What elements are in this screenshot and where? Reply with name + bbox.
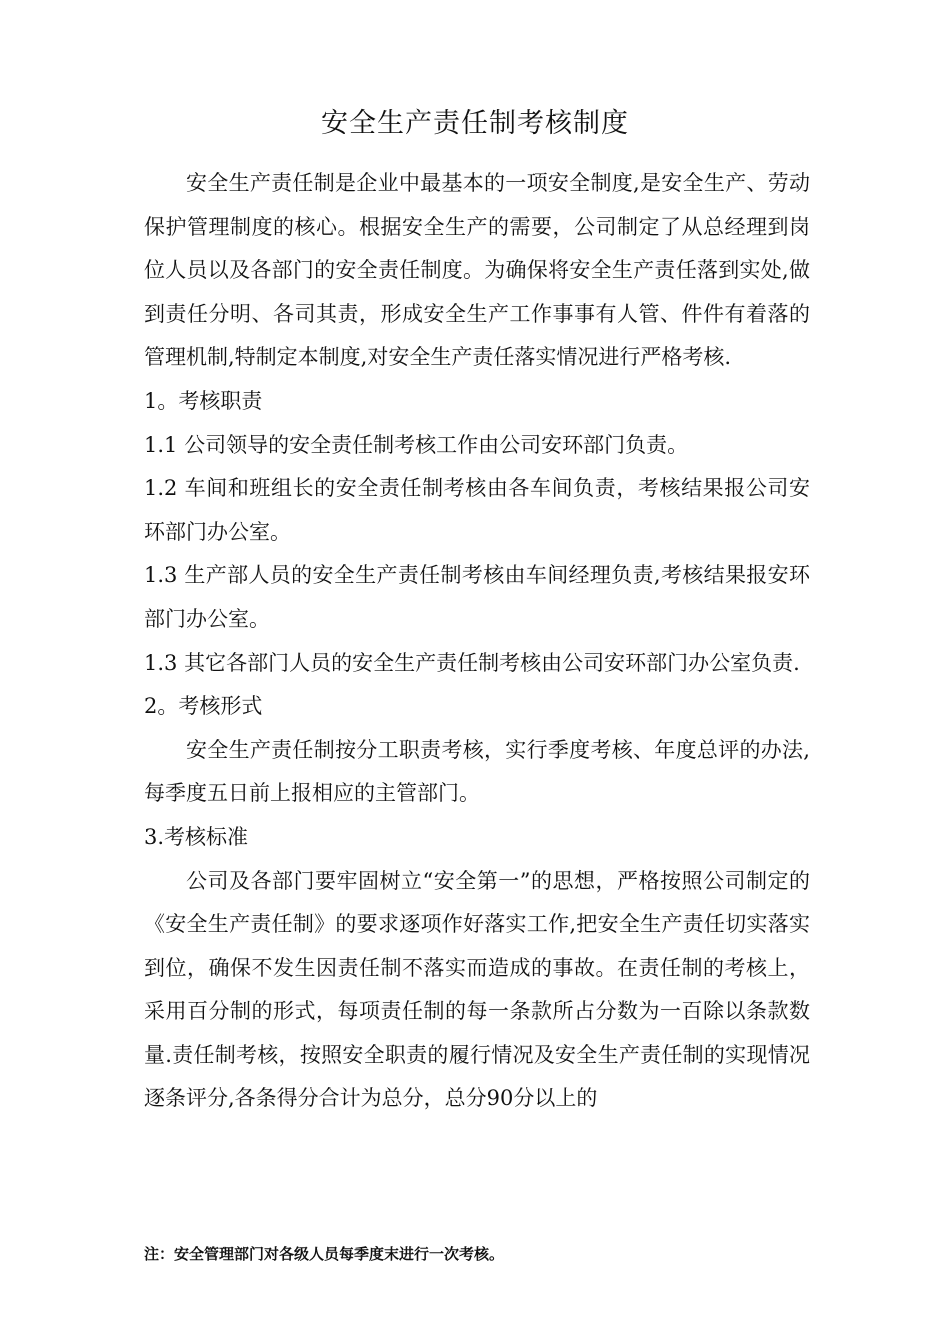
section-1-item-4: 1.3 其它各部门人员的安全生产责任制考核由公司安环部门办公室负责. <box>144 650 800 675</box>
section-1-heading: 1。考核职责 <box>144 388 263 413</box>
section-3-heading: 3.考核标准 <box>144 824 249 849</box>
section-1-item-2: 1.2 车间和班组长的安全责任制考核由各车间负责，考核结果报公司安环部门办公室。 <box>144 476 810 544</box>
footnote: 注：安全管理部门对各级人员每季度末进行一次考核。 <box>144 1245 505 1263</box>
intro-paragraph: 安全生产责任制是企业中最基本的一项安全制度,是安全生产、劳动保护管理制度的核心。根据安全生产的需要，公司制定了从总经理到岗位人员以及各部门的安全责任制度。为确保将安全生产责任落到实处,做到责任分明、各司其责，形成安全生产工作事事有人管、件件有着落的管理机制,特制定本制度,对安全生产责任落实情况进行严格考核. <box>144 171 810 370</box>
section-2-paragraph: 安全生产责任制按分工职责考核，实行季度考核、年度总评的办法,每季度五日前上报相应的主管部门。 <box>144 737 810 806</box>
document-title: 安全生产责任制考核制度 <box>321 108 629 139</box>
section-1-item-3: 1.3 生产部人员的安全生产责任制考核由车间经理负责,考核结果报安环部门办公室。 <box>144 563 810 631</box>
section-2-heading: 2。考核形式 <box>144 694 263 719</box>
section-1-item-1: 1.1 公司领导的安全责任制考核工作由公司安环部门负责。 <box>144 432 689 457</box>
document-body <box>144 162 810 1121</box>
section-3-paragraph: 公司及各部门要牢固树立“安全第一”的思想，严格按照公司制定的《安全生产责任制》的要求逐项作好落实工作,把安全生产责任切实落实到位，确保不发生因责任制不落实而造成的事故。在责任制的考核上，采用百分制的形式，每项责任制的每一条款所占分数为一百除以条款数量.责任制考核，按照安全职责的履行情况及安全生产责任制的实现情况逐条评分,各条得分合计为总分，总分90分以上的 <box>144 868 810 1111</box>
